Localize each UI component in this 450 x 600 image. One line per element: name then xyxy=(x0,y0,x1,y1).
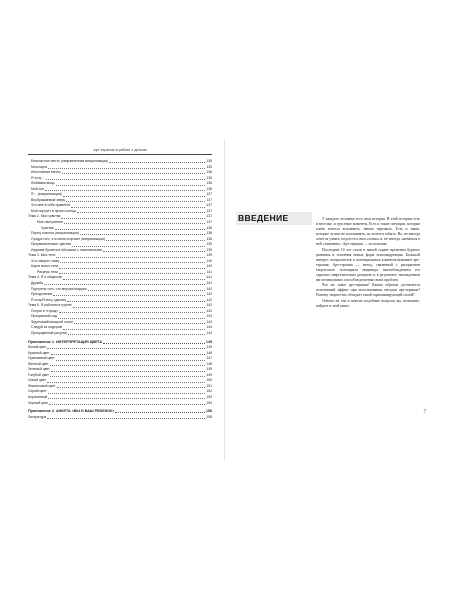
toc-entry-title: Тема 3. Моя тело xyxy=(28,253,56,258)
paragraph: Что же такое арт-терапия? Каким образом достигается позитивный эффект при использовании методов арт-терапии? Почему творчество обладает такой гармонизирующей силой? xyxy=(316,283,420,298)
toc-leader-dots xyxy=(58,318,205,319)
toc-leader-dots xyxy=(74,323,205,324)
toc-entry-page: 138 xyxy=(206,225,212,230)
toc-leader-dots xyxy=(63,329,205,330)
page-gutter xyxy=(224,140,225,460)
toc-entry-page: 145 xyxy=(206,345,212,350)
toc-leader-dots xyxy=(46,179,206,180)
toc-leader-dots xyxy=(56,185,206,186)
toc-entry-page: 141 xyxy=(206,269,212,274)
toc-entry xyxy=(28,331,212,337)
paragraph: Ответы на эти и многие подобные вопросы вы, возможно, найдете в этой книге. xyxy=(316,298,420,308)
toc-entry-page: 142 xyxy=(206,303,212,308)
toc-leader-dots xyxy=(77,212,206,213)
toc-entry-page: 149 xyxy=(206,367,212,372)
toc-entry-page: 148 xyxy=(206,361,212,366)
toc-entry-title: Коричневый xyxy=(28,394,48,399)
toc-leader-dots xyxy=(47,382,205,383)
toc-entry-page: 142 xyxy=(206,308,212,313)
toc-entry-title: Синий цвет xyxy=(28,378,46,383)
toc-entry-title: Исполнение мечты xyxy=(31,170,61,175)
toc-leader-dots xyxy=(60,262,205,263)
toc-entry xyxy=(28,415,212,421)
toc-leader-dots xyxy=(48,168,205,169)
toc-entry-page: 145 xyxy=(205,339,212,344)
toc-entry-page: 138 xyxy=(206,236,212,241)
toc-entry-page: 143 xyxy=(206,319,212,324)
toc-entry-title: Карта моего тела xyxy=(31,264,59,269)
toc-leader-dots xyxy=(67,301,205,302)
toc-entry-page: 142 xyxy=(206,292,212,297)
toc-entry-page: 137 xyxy=(206,220,212,225)
toc-leader-dots xyxy=(63,196,206,197)
toc-leader-dots xyxy=(115,412,204,413)
toc-entry-title: Фруктовый/овощной салат xyxy=(31,319,73,324)
toc-entry-title: Фиолетовый цвет xyxy=(28,383,56,388)
toc-leader-dots xyxy=(103,251,205,252)
toc-entry-page: 137 xyxy=(206,203,212,208)
toc-entry-title: Чувства xyxy=(41,225,54,230)
toc-entry-page: 141 xyxy=(206,275,212,280)
toc-leader-dots xyxy=(53,295,205,296)
toc-leader-dots xyxy=(80,234,205,235)
toc-leader-dots xyxy=(61,218,205,219)
toc-entry-title: Что мне в себе нравится xyxy=(31,203,71,208)
contents-page xyxy=(28,148,212,448)
toc-leader-dots xyxy=(72,246,205,247)
toc-entry-page: 139 xyxy=(206,242,212,247)
toc-entry-page: 142 xyxy=(206,286,212,291)
toc-entry-page: 138 xyxy=(206,231,212,236)
toc-leader-dots xyxy=(56,360,206,361)
toc-entry-title: Мое настроение xyxy=(37,220,63,225)
toc-entry-title: Я… (визуализация) xyxy=(31,192,62,197)
toc-leader-dots xyxy=(64,223,205,224)
toc-entry-page: 142 xyxy=(206,297,212,302)
toc-leader-dots xyxy=(45,190,205,191)
toc-leader-dots xyxy=(68,334,206,335)
toc-entry-title: Порец счастья (визуализация) xyxy=(31,231,80,236)
toc-entry-page: 151 xyxy=(206,383,212,388)
toc-leader-dots xyxy=(44,284,205,285)
toc-entry-title: Моя карта xyxy=(31,164,48,169)
toc-entry-title: Мой сон xyxy=(31,186,45,191)
toc-entry-page: 140 xyxy=(206,264,212,269)
toc-leader-dots xyxy=(109,162,205,163)
toc-entry-page: 158 xyxy=(206,414,212,419)
toc-entry-page: 137 xyxy=(206,208,212,213)
toc-entry-page: 139 xyxy=(206,247,212,252)
toc-entry-title: Портреты того, что внутри/снаружи xyxy=(31,286,87,291)
toc-entry-title: Приложение 2. АНКЕТА «ВЫ И ВАШ РЕБЕНОК» xyxy=(28,409,115,414)
table-of-contents xyxy=(28,159,212,420)
toc-entry-title: Преодоление xyxy=(31,292,53,297)
toc-entry-page: 144 xyxy=(206,330,212,335)
toc-entry-title: Литература xyxy=(28,414,47,419)
toc-leader-dots xyxy=(59,268,205,269)
toc-entry-title: Пропущенный рисунок xyxy=(31,330,67,335)
toc-entry-title: Приложение 1. ИНТЕРПРЕТАЦИЯ ЦВЕТА xyxy=(28,339,103,344)
toc-entry-title: Безопасное место (направленная визуализация) xyxy=(31,159,109,163)
toc-leader-dots xyxy=(73,307,206,308)
toc-entry-title: Оранжевый цвет xyxy=(28,356,55,361)
toc-entry-title: Тема 5. Я работаю в группе xyxy=(28,303,72,308)
toc-leader-dots xyxy=(59,273,205,274)
toc-entry-title: Издание буклета в обложках с назначениями xyxy=(31,247,103,252)
running-head: Арт-терапия в работе с детьми xyxy=(28,148,212,155)
toc-entry-title: Черный цвет xyxy=(28,400,49,405)
toc-entry-page: 137 xyxy=(206,197,212,202)
toc-entry-title: Тема 4. Я и общество xyxy=(28,275,63,280)
toc-leader-dots xyxy=(48,398,205,399)
toc-entry-title: Прекрасный сад xyxy=(31,314,57,319)
toc-entry-title: Мой портрет в лучах солнца xyxy=(31,208,76,213)
toc-entry-page: 144 xyxy=(206,325,212,330)
toc-entry-page: 149 xyxy=(206,372,212,377)
toc-entry-page: 141 xyxy=(206,281,212,286)
toc-leader-dots xyxy=(88,290,206,291)
chapter-heading: ВВЕДЕНИЕ xyxy=(236,212,312,225)
toc-leader-dots xyxy=(66,201,205,202)
toc-leader-dots xyxy=(62,173,205,174)
toc-leader-dots xyxy=(49,404,205,405)
toc-entry-page: 139 xyxy=(206,253,212,258)
toc-leader-dots xyxy=(63,279,205,280)
toc-leader-dots xyxy=(56,257,205,258)
paragraph: У каждого человека есть своя история. В этой истории есть и веселые, и грустные моменты. Есть и такие ситуации, которые очень хочется вспомнить, заново пережить. Есть и такие, которые лучше не вспоминать, но хочется забыть. Но, не-иногда хочется узнать, подсесть к ним «ловко» и, не-иногда «меняться в ней «заменить». Арт-терапия — это ключик. xyxy=(316,217,420,247)
toc-entry-title: Преувеличенные чувства xyxy=(31,242,72,247)
toc-entry-page: 156 xyxy=(205,409,212,414)
toc-entry-page: 137 xyxy=(206,192,212,197)
toc-entry-page: 136 xyxy=(206,175,212,180)
toc-entry-page: 136 xyxy=(206,170,212,175)
introduction-text xyxy=(316,217,420,309)
toc-entry-title: Что говорят глаза xyxy=(31,258,59,263)
toc-entry-page: 152 xyxy=(206,389,212,394)
toc-entry-page: 136 xyxy=(206,186,212,191)
toc-entry-title: Следуй за лидером xyxy=(31,325,62,330)
toc-entry-title: Голубой цвет xyxy=(28,372,49,377)
toc-leader-dots xyxy=(50,365,206,366)
toc-leader-dots xyxy=(103,343,205,344)
toc-entry-title: Рисунок тела xyxy=(37,269,58,274)
toc-entry-page: 143 xyxy=(206,314,212,319)
toc-entry-page: 137 xyxy=(206,214,212,219)
toc-leader-dots xyxy=(57,387,206,388)
toc-entry-title: Сундук того, что меня огорчает (визуализация) xyxy=(31,236,106,241)
toc-leader-dots xyxy=(47,348,205,349)
toc-entry-page: 146 xyxy=(206,350,212,355)
toc-entry-title: Отпуск и «город» xyxy=(31,308,59,313)
toc-leader-dots xyxy=(71,207,205,208)
page-number: 7 xyxy=(423,410,426,415)
toc-entry-page: 135 xyxy=(206,164,212,169)
toc-leader-dots xyxy=(51,354,206,355)
toc-entry-title: Белый цвет xyxy=(28,345,47,350)
toc-entry-page: 147 xyxy=(206,356,212,361)
paragraph: Последние 10 лет стали в нашей стране временем бурного развития и освоения новых форм психокоррекции. Большой интерес специалистов и потенциальных клиентов вызывает арт-терапия. Арт-терапия — метод, связанный с раскрытием творческого потенциала индивида, высвобождением его скрытых энергетических резервов и, в результате, нахождением им оптимальных способов решения своих проблем. xyxy=(316,247,420,282)
toc-leader-dots xyxy=(47,418,205,419)
toc-leader-dots xyxy=(50,376,206,377)
toc-entry-title: Дружба xyxy=(31,281,43,286)
toc-entry-title: Я хочу… xyxy=(31,175,45,180)
toc-entry-title: Я хочу/Я могу сделать xyxy=(31,297,67,302)
toc-entry-title: Зеленый цвет xyxy=(28,367,50,372)
toc-entry xyxy=(28,401,212,407)
toc-leader-dots xyxy=(55,229,206,230)
toc-leader-dots xyxy=(59,312,205,313)
toc-entry-title: Тема 2. Мои чувства xyxy=(28,214,61,219)
toc-entry-page: 154 xyxy=(206,400,212,405)
toc-entry-page: 136 xyxy=(206,181,212,186)
toc-entry-title: Воображаемый зверь xyxy=(31,197,66,202)
toc-leader-dots xyxy=(48,393,206,394)
toc-entry-title: Любимая вещь xyxy=(31,181,55,186)
toc-leader-dots xyxy=(106,240,205,241)
toc-entry-title: Желтый цвет xyxy=(28,361,49,366)
toc-entry-page: 135 xyxy=(206,159,212,163)
toc-entry-title: Серый цвет xyxy=(28,389,47,394)
toc-entry-page: 140 xyxy=(206,258,212,263)
introduction-page xyxy=(236,148,426,448)
toc-leader-dots xyxy=(51,371,205,372)
toc-entry-page: 153 xyxy=(206,394,212,399)
toc-entry-title: Красный цвет xyxy=(28,350,50,355)
toc-entry-page: 150 xyxy=(206,378,212,383)
